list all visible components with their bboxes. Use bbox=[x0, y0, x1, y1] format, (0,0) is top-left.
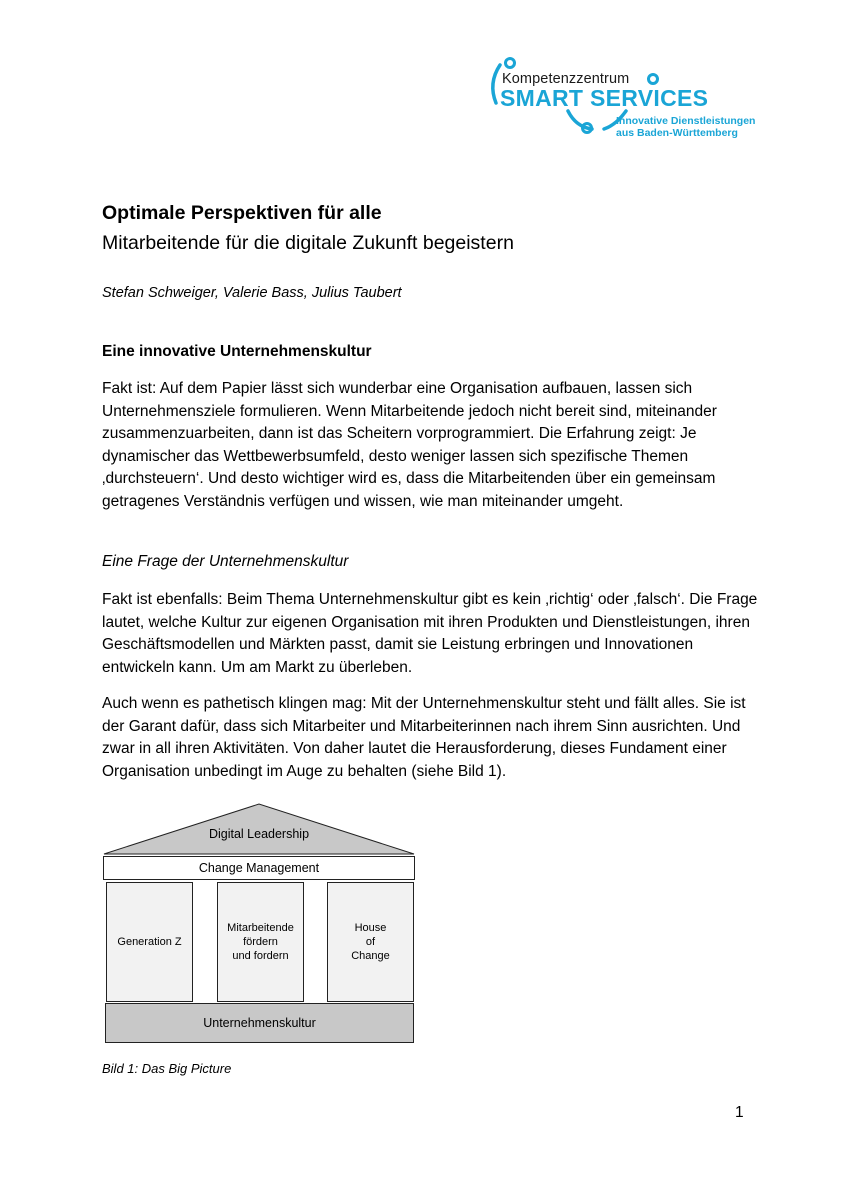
big-picture-diagram bbox=[103, 802, 415, 1045]
authors: Stefan Schweiger, Valerie Bass, Julius Taubert bbox=[102, 285, 402, 301]
pillar2-line3: und fordern bbox=[232, 950, 289, 962]
paragraph-2: Fakt ist ebenfalls: Beim Thema Unternehmenskultur gibt es kein ‚richtig‘ oder ‚falsch‘. Die Frage lautet, welche Kultur zur eigenen Organisation mit ihren Produkten und Dienstleistungen, ihren Geschäftsmodellen und Märkten passt, damit sie Leistung erbringen und Innovationen entwickeln kann. Um am Markt zu überleben. bbox=[102, 591, 758, 676]
paragraph-1: Fakt ist: Auf dem Papier lässt sich wunderbar eine Organisation aufbauen, lassen sich Unternehmensziele formulieren. Wenn Mitarbeitende jedoch nicht bereit sind, miteinander zusammenzuarbeiten, dann ist das Scheitern vorprogrammiert. Die Erfahrung zeigt: Je dynamischer das Wettbewerbsumfeld, desto weniger lassen sich spezifische Themen ‚durchsteuern‘. Und desto wichtiger wird es, dass die Mitarbeitenden über ein gemeinsam getragenes Verständnis verfügen und wissen, wie man miteinander umgeht. bbox=[102, 380, 717, 510]
section-heading: Eine innovative Unternehmenskultur bbox=[102, 343, 372, 360]
pillar3-line2: of bbox=[365, 936, 376, 948]
foundation-base bbox=[105, 1003, 414, 1043]
pillar2-line2: fördern bbox=[243, 936, 278, 948]
pillar3-line3: Change bbox=[351, 950, 390, 962]
pillar2-line1: Mitarbeitende bbox=[227, 922, 294, 934]
paragraph-3: Auch wenn es pathetisch klingen mag: Mit der Unternehmenskultur steht und fällt alles. Sie ist der Garant dafür, dass sich Mitarbeiter und Mitarbeiterinnen nach ihrem Sinn ausrichten. Und zwar in all ihren Aktivitäten. Von daher lautet die Herausforderung, dieses Fundament einer Organisation unbedingt im Auge zu behalten (siehe Bild 1). bbox=[102, 695, 746, 780]
pillar-house-of-change bbox=[327, 882, 414, 1002]
roof-label: Digital Leadership bbox=[208, 827, 310, 841]
logo bbox=[486, 55, 756, 145]
pillar3-line1: House bbox=[354, 922, 387, 934]
document-subtitle: Mitarbeitende für die digitale Zukunft begeistern bbox=[102, 232, 514, 254]
logo-line1: Kompetenzzentrum bbox=[502, 71, 630, 87]
logo-line2: SMART SERVICES bbox=[500, 85, 709, 111]
logo-tagline1: Innovative Dienstleistungen bbox=[616, 115, 756, 127]
page-number: 1 bbox=[735, 1104, 744, 1121]
pillar-mitarbeitende bbox=[217, 882, 304, 1002]
change-management-beam bbox=[103, 856, 415, 880]
figure-caption: Bild 1: Das Big Picture bbox=[102, 1061, 232, 1076]
subheading: Eine Frage der Unternehmenskultur bbox=[102, 553, 349, 570]
logo-tagline2: aus Baden-Württemberg bbox=[616, 127, 738, 139]
pillar-generation-z bbox=[106, 882, 193, 1002]
beam-label: Change Management bbox=[198, 861, 320, 875]
document-title: Optimale Perspektiven für alle bbox=[102, 202, 382, 224]
base-label: Unternehmenskultur bbox=[203, 1016, 316, 1030]
pillar1-label: Generation Z bbox=[117, 936, 182, 948]
